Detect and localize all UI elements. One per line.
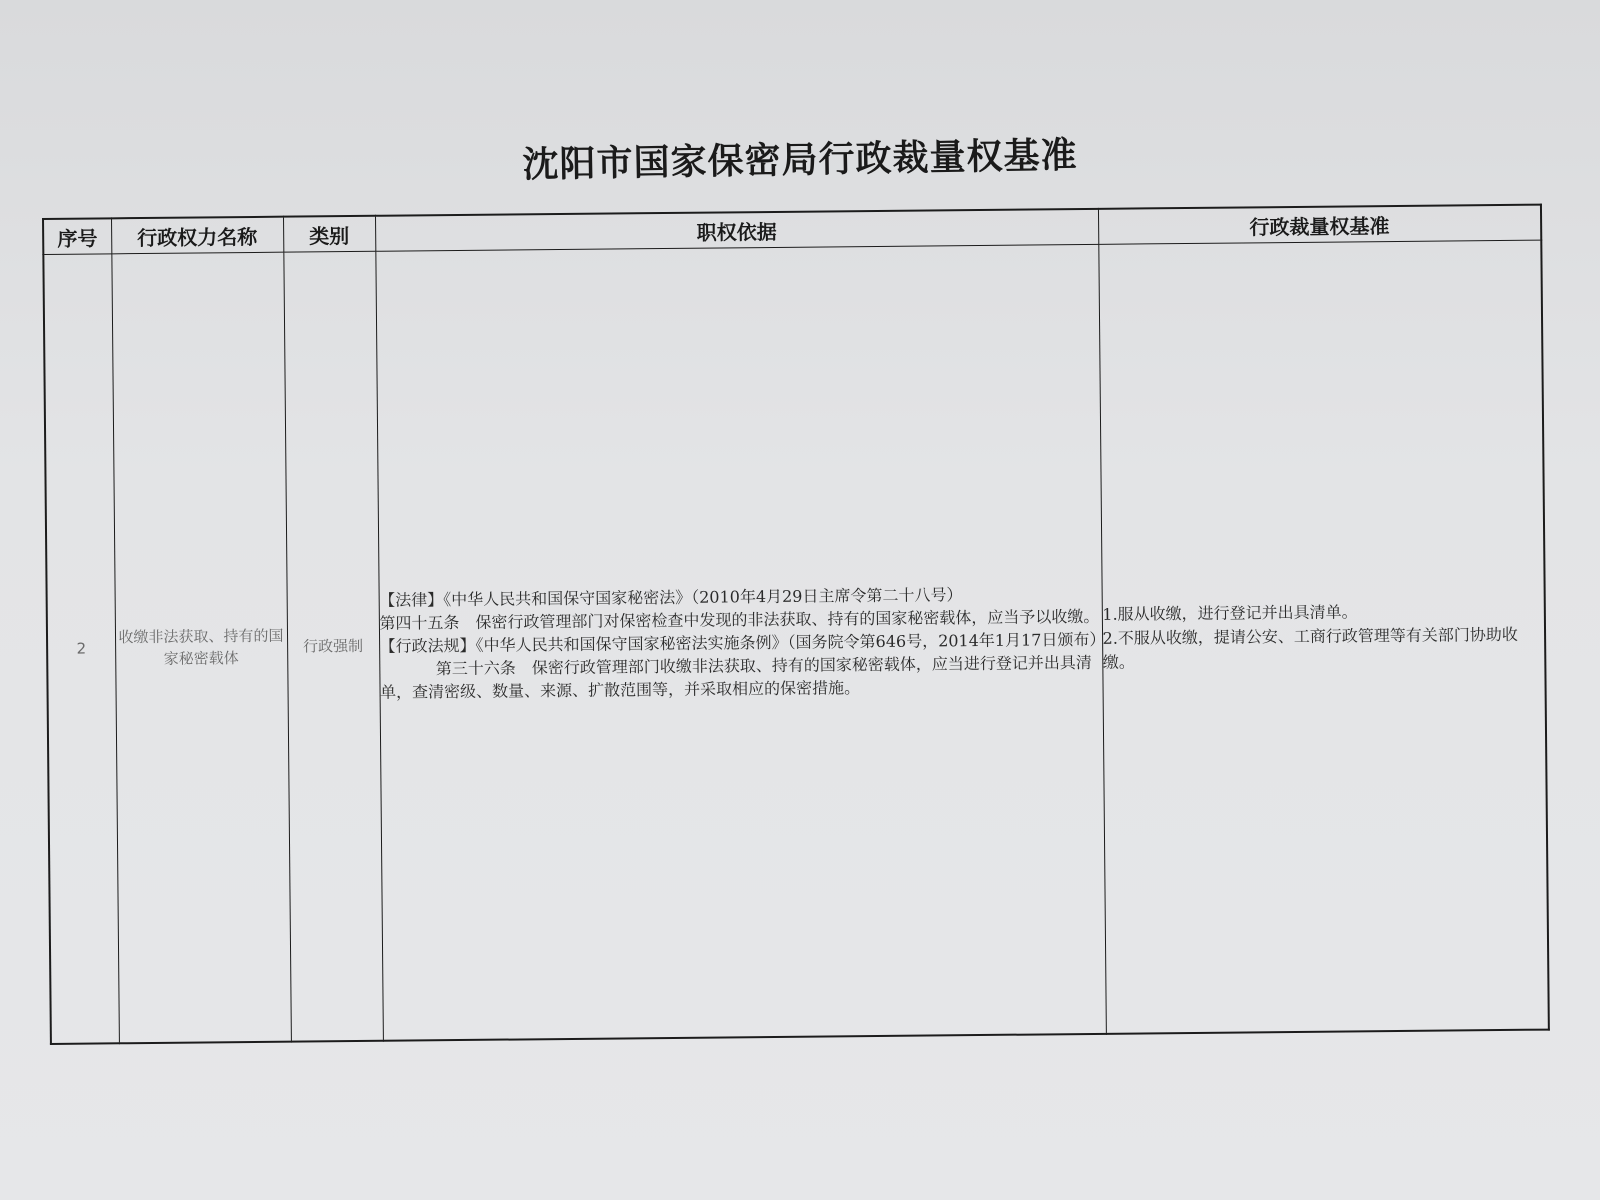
standard-item-2: 2.不服从收缴，提请公安、工商行政管理等有关部门协助收缴。 [1102,624,1518,672]
discretion-table-wrapper [42,204,1548,1045]
basis-law-article: 第四十五条 保密行政管理部门对保密检查中发现的非法获取、持有的国家秘密载体，应当予以收缴。 [379,606,1100,633]
row-power-name: 收缴非法获取、持有的国家秘密载体 [111,252,291,1043]
basis-regulation-citation: 【行政法规】《中华人民共和国保守国家秘密法实施条例》（国务院令第646号，2014年1月17日颁布） [379,629,1106,656]
basis-law-citation: 【法律】《中华人民共和国保守国家秘密法》（2010年4月29日主席令第二十八号） [379,584,963,610]
table-row [43,240,1549,1044]
row-category: 行政强制 [283,251,383,1041]
row-legal-basis [375,244,1106,1040]
discretion-table [42,204,1550,1045]
row-index: 2 [43,254,119,1044]
standard-item-1: 1.服从收缴，进行登记并出具清单。 [1102,602,1358,624]
header-discretion-standard: 行政裁量权基准 [1098,205,1541,245]
header-power-name: 行政权力名称 [111,217,283,254]
basis-regulation-article: 第三十六条 保密行政管理部门收缴非法获取、持有的国家秘密载体，应当进行登记并出具清单，查清密级、数量、来源、扩散范围等，并采取相应的保密措施。 [379,652,1092,702]
row-discretion-standard [1098,240,1549,1034]
document-title: 沈阳市国家保密局行政裁量权基准 [522,134,1078,186]
header-legal-basis: 职权依据 [375,209,1098,251]
header-index: 序号 [43,218,111,254]
header-category: 类别 [283,216,375,252]
